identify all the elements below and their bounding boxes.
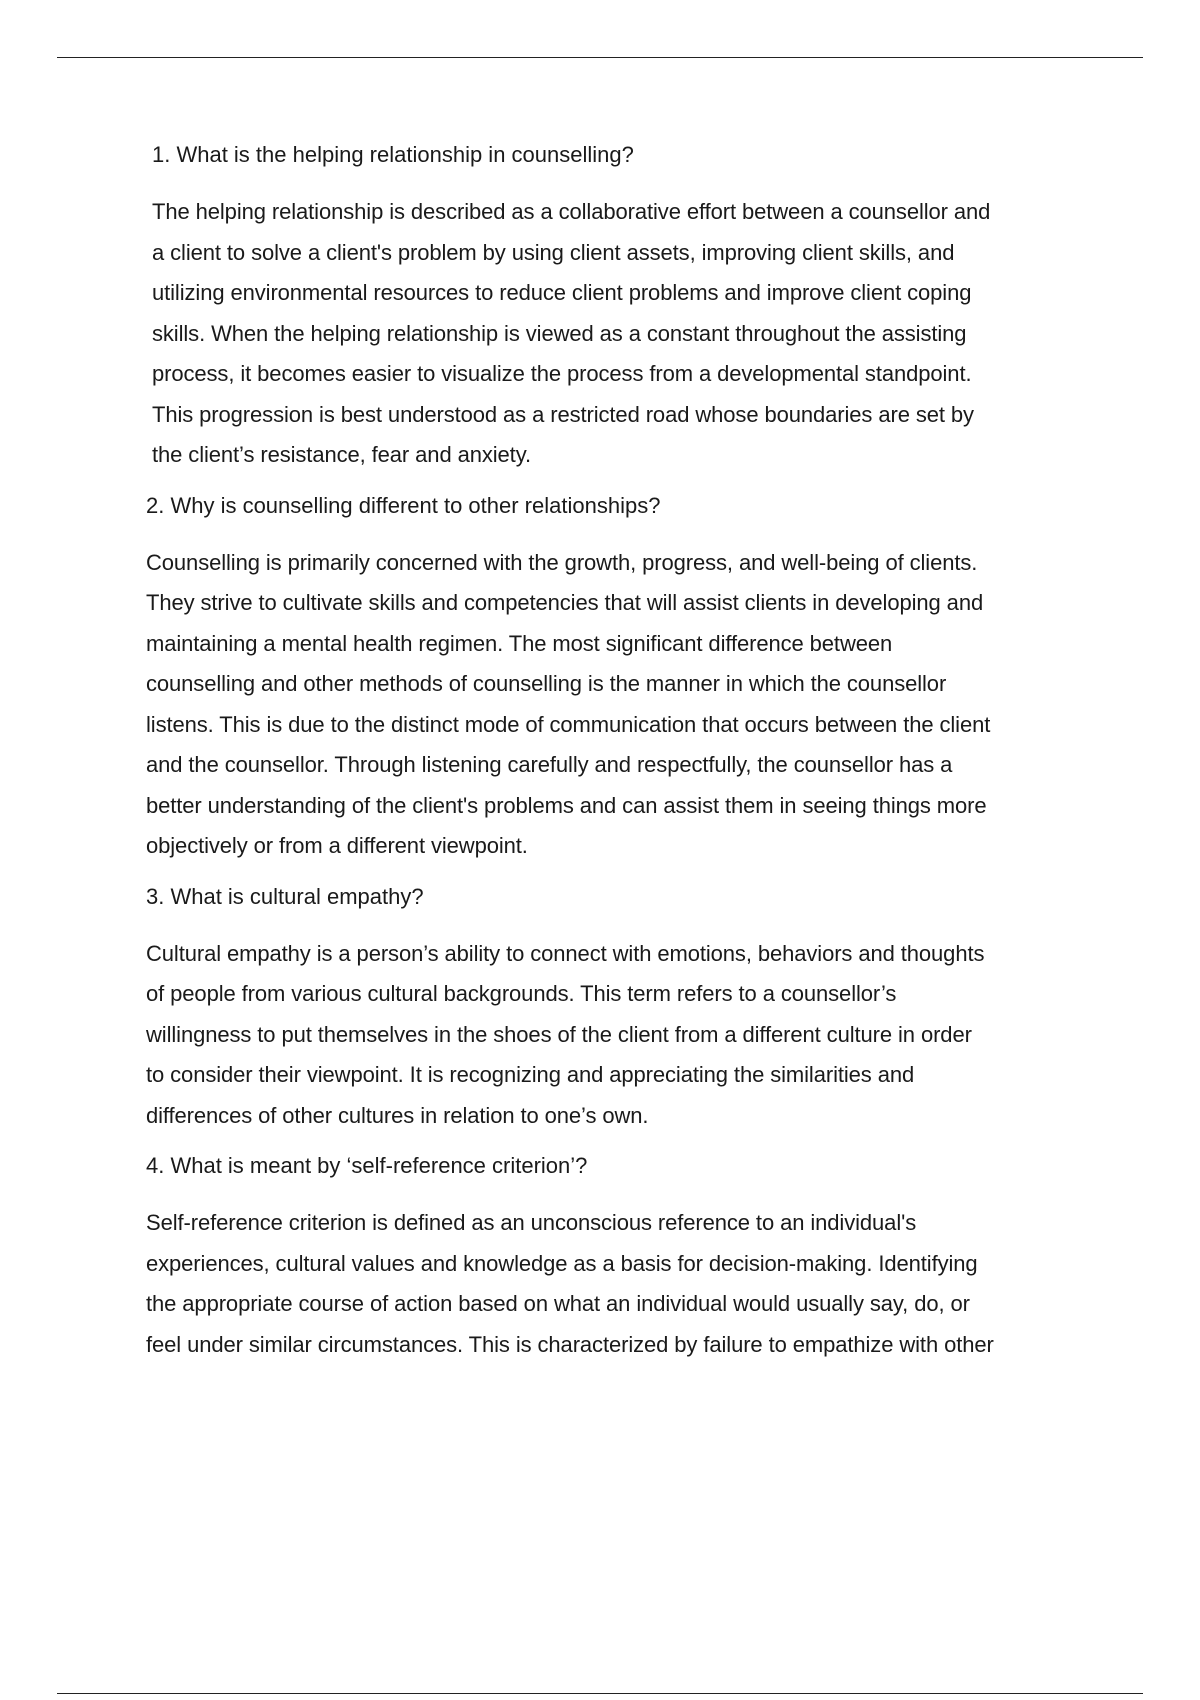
answer-line: better understanding of the client's problems and can assist them in seeing things more xyxy=(146,792,987,818)
section-2 xyxy=(146,491,1101,867)
section-1 xyxy=(146,140,1101,476)
answer-line: feel under similar circumstances. This is characterized by failure to empathize with other xyxy=(146,1331,994,1357)
section-4 xyxy=(146,1151,1101,1365)
answer-line: to consider their viewpoint. It is recognizing and appreciating the similarities and xyxy=(146,1062,915,1087)
bottom-rule xyxy=(57,1693,1143,1694)
answer-line: process, it becomes easier to visualize the process from a developmental standpoint. xyxy=(152,361,972,386)
answer-line: Cultural empathy is a person’s ability to connect with emotions, behaviors and thoughts xyxy=(146,940,985,966)
answer-line: objectively or from a different viewpoint. xyxy=(146,833,528,858)
answer-line: the appropriate course of action based on what an individual would usually say, do, or xyxy=(146,1291,970,1316)
answer-line: the client’s resistance, fear and anxiety. xyxy=(152,442,531,467)
answer-line: experiences, cultural values and knowledge as a basis for decision-making. Identifying xyxy=(146,1250,978,1276)
answer-line: a client to solve a client's problem by using client assets, improving client skills, and xyxy=(152,239,955,265)
document-body xyxy=(146,140,1101,1380)
answer-line: utilizing environmental resources to reduce client problems and improve client coping xyxy=(152,280,972,305)
answer-line: and the counsellor. Through listening carefully and respectfully, the counsellor has a xyxy=(146,752,953,777)
answer-line: This progression is best understood as a restricted road whose boundaries are set by xyxy=(152,401,974,427)
answer-line: willingness to put themselves in the shoes of the client from a different culture in order xyxy=(146,1021,972,1047)
answer-line: counselling and other methods of counselling is the manner in which the counsellor xyxy=(146,671,947,696)
answer-line: The helping relationship is described as a collaborative effort between a counsellor and xyxy=(152,199,991,224)
answer-line: listens. This is due to the distinct mode of communication that occurs between the client xyxy=(146,711,991,737)
answer-line: of people from various cultural backgrounds. This term refers to a counsellor’s xyxy=(146,981,897,1006)
question-heading: 2. Why is counselling different to other relationships? xyxy=(146,492,661,518)
answer-line: maintaining a mental health regimen. The most significant difference between xyxy=(146,630,893,656)
answer-line: Self-reference criterion is defined as an unconscious reference to an individual's xyxy=(146,1210,917,1235)
answer-paragraph xyxy=(146,1203,1101,1365)
answer-paragraph xyxy=(146,543,1101,867)
answer-line: They strive to cultivate skills and competencies that will assist clients in developing and xyxy=(146,590,984,615)
answer-paragraph xyxy=(146,192,1101,476)
section-3 xyxy=(146,882,1101,1137)
question-heading: 4. What is meant by ‘self-reference criterion’? xyxy=(146,1153,588,1178)
answer-paragraph xyxy=(146,934,1101,1137)
answer-line: Counselling is primarily concerned with the growth, progress, and well-being of clients. xyxy=(146,549,978,575)
question-heading: 3. What is cultural empathy? xyxy=(146,883,424,909)
question-heading: 1. What is the helping relationship in counselling? xyxy=(152,142,634,167)
answer-line: skills. When the helping relationship is viewed as a constant throughout the assisting xyxy=(152,320,967,346)
answer-line: differences of other cultures in relation to one’s own. xyxy=(146,1102,649,1128)
top-rule xyxy=(57,57,1143,58)
